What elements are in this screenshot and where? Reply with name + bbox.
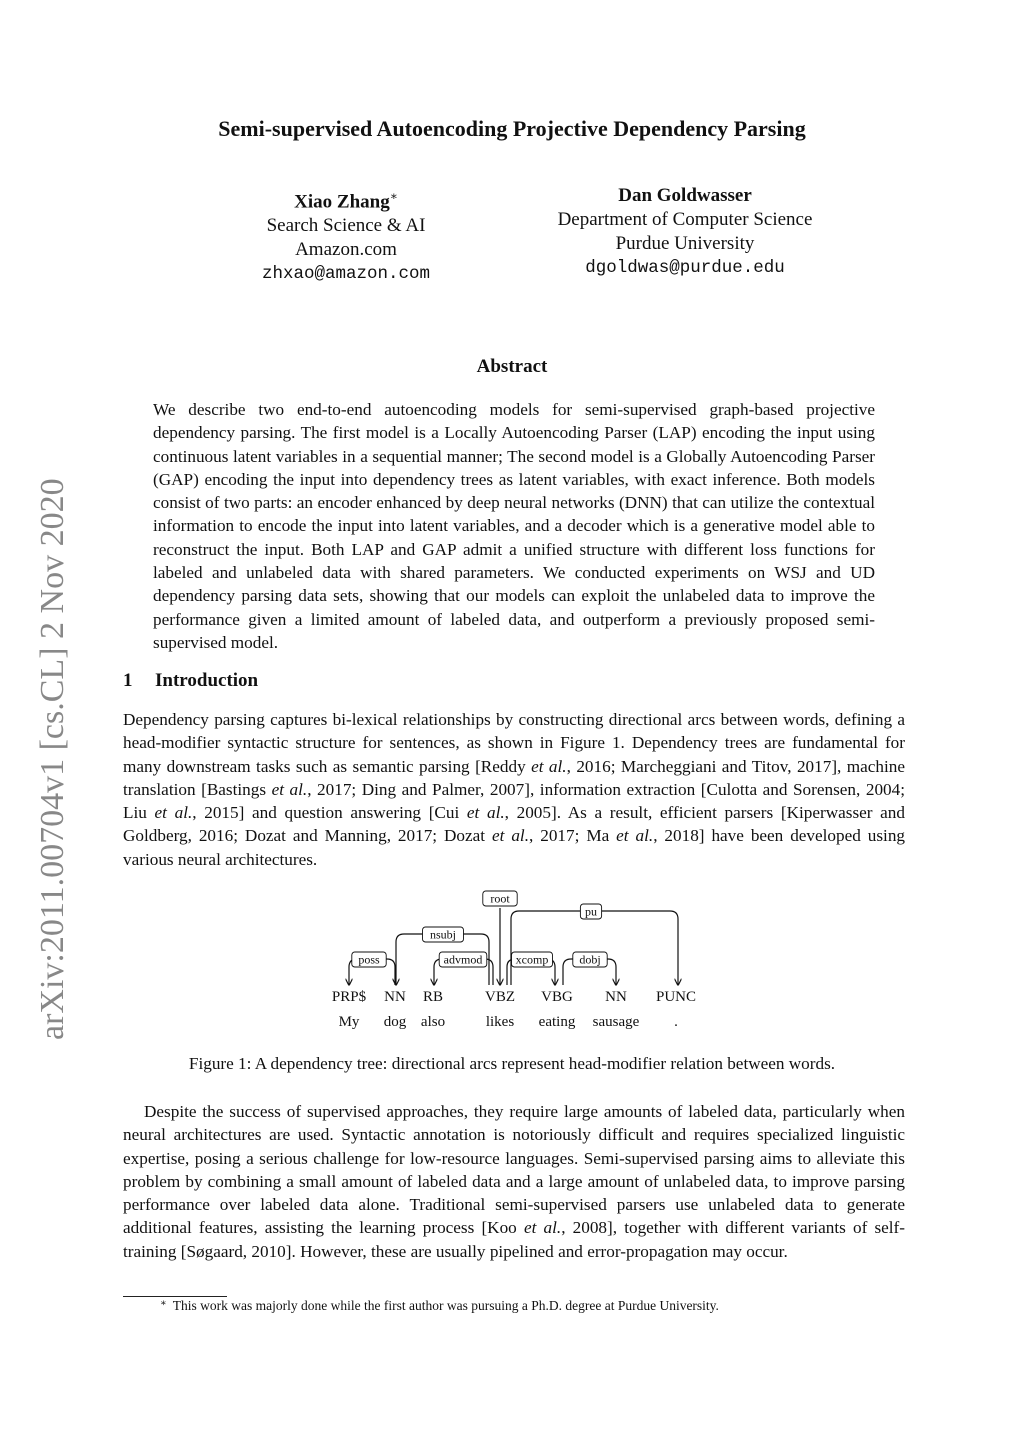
arc-label-poss: poss bbox=[358, 952, 380, 967]
pos-tag: PRP$ bbox=[331, 989, 367, 1005]
author-organization: Amazon.com bbox=[295, 239, 397, 261]
author-email: dgoldwas@purdue.edu bbox=[585, 258, 785, 278]
author-block-1 bbox=[176, 184, 516, 286]
token-word: likes bbox=[485, 1014, 515, 1030]
paper-title: Semi-supervised Autoencoding Projective Dependency Parsing bbox=[218, 116, 806, 141]
dependency-tree-figure bbox=[300, 885, 730, 1035]
author-email: zhxao@amazon.com bbox=[261, 264, 431, 285]
section-number: 1 bbox=[123, 670, 133, 691]
token-word: . bbox=[674, 1014, 678, 1030]
footnote-text: This work was majorly done while the first author was pursuing a Ph.D. degree at Purdue University. bbox=[172, 1298, 719, 1313]
arc-label-xcomp: xcomp bbox=[515, 952, 549, 967]
arc-label-pu: pu bbox=[585, 904, 597, 919]
pos-tag: NN bbox=[605, 989, 627, 1005]
pos-tag: VBG bbox=[541, 989, 573, 1005]
token-word: dog bbox=[383, 1014, 407, 1030]
section-heading bbox=[123, 670, 258, 692]
author-affiliation: Search Science & AI bbox=[266, 215, 426, 237]
figure-caption: Figure 1: A dependency tree: directional arcs represent head-modifier relation between words. bbox=[188, 1054, 836, 1073]
pos-tag: VBZ bbox=[485, 989, 515, 1005]
pos-tag: RB bbox=[422, 989, 444, 1005]
arc-label-advmod: advmod bbox=[443, 952, 483, 967]
author-organization: Purdue University bbox=[615, 233, 755, 254]
arc-label-root: root bbox=[490, 891, 510, 906]
author-block-2 bbox=[515, 184, 855, 280]
author-footnote-mark: ∗ bbox=[389, 189, 398, 203]
author-affiliation: Department of Computer Science bbox=[557, 209, 813, 230]
footnote-mark: ∗ bbox=[160, 1298, 167, 1309]
arc-pu bbox=[511, 911, 678, 985]
arxiv-stamp: arXiv:2011.00704v1 [cs.CL] 2 Nov 2020 bbox=[34, 478, 71, 1040]
pos-tag: NN bbox=[384, 989, 406, 1005]
author-name: Dan Goldwasser bbox=[618, 185, 752, 206]
abstract-text: We describe two end-to-end autoencoding models for semi-supervised graph-based projective dependency parsing. The first model is a Locally Autoencoding Parser (LAP) encoding the input using continuous latent variables in a sequential manner; The second model is a Globally Autoencoding Parser (GAP) encoding the input into dependency trees as latent variables, with exact inference. Both models consist of two parts: an encoder enhanced by deep neural networks (DNN) that can utilize the contextual information to encode the input into latent variables, and a decoder which is a generative model able to reconstruct the input. Both LAP and GAP admit a unified structure with different loss functions for labeled and unlabeled data with shared parameters. We conducted experiments on WSJ and UD dependency parsing data sets, showing that our models can exploit the unlabeled data to improve the performance given a limited amount of labeled data, and outperform a previously proposed semi-supervised model. bbox=[153, 400, 875, 652]
intro-paragraph-2: Despite the success of supervised approaches, they require large amounts of labeled data, particularly when neural architectures are used. Syntactic annotation is notoriously difficult and requires specialized linguistic expertise, posing a serious challenge for low-resource languages. Semi-supervised parsing aims to alleviate this problem by combining a small amount of labeled data and a large amount of unlabeled data, to improve parsing performance over labeled data alone. Traditional semi-supervised parsers use unlabeled data to generate additional features, assisting the learning process [Koo et al., 2008], together with different variants of self-training [Søgaard, 2010]. However, these are usually pipelined and error-propagation may occur. bbox=[123, 1102, 905, 1261]
author-name: Xiao Zhang∗ bbox=[294, 189, 398, 213]
footnote bbox=[160, 1298, 719, 1314]
section-title: Introduction bbox=[155, 670, 259, 691]
footnote-rule bbox=[123, 1296, 227, 1297]
token-word: eating bbox=[538, 1014, 576, 1030]
arc-label-nsubj: nsubj bbox=[429, 927, 457, 942]
token-word: My bbox=[338, 1014, 360, 1030]
abstract-heading: Abstract bbox=[476, 356, 548, 377]
token-word: also bbox=[420, 1014, 446, 1030]
intro-paragraph-1: Dependency parsing captures bi-lexical relationships by constructing directional arcs between words, defining a head-modifier syntactic structure for sentences, as shown in Figure 1. Dependency trees are fundamental for many downstream tasks such as semantic parsing [Reddy et al., 2016; Marcheggiani and Titov, 2017], machine translation [Bastings et al., 2017; Ding and Palmer, 2007], information extraction [Culotta and Sorensen, 2004; Liu et al., 2015] and question answering [Cui et al., 2005]. As a result, efficient parsers [Kiperwasser and Goldberg, 2016; Dozat and Manning, 2017; Dozat et al., 2017; Ma et al., 2018] have been developed using various neural architectures. bbox=[123, 710, 906, 869]
token-word: sausage bbox=[592, 1014, 640, 1030]
pos-tag: PUNC bbox=[655, 989, 697, 1005]
arc-label-dobj: dobj bbox=[579, 952, 601, 967]
dependency-tree-svg bbox=[300, 885, 730, 1035]
